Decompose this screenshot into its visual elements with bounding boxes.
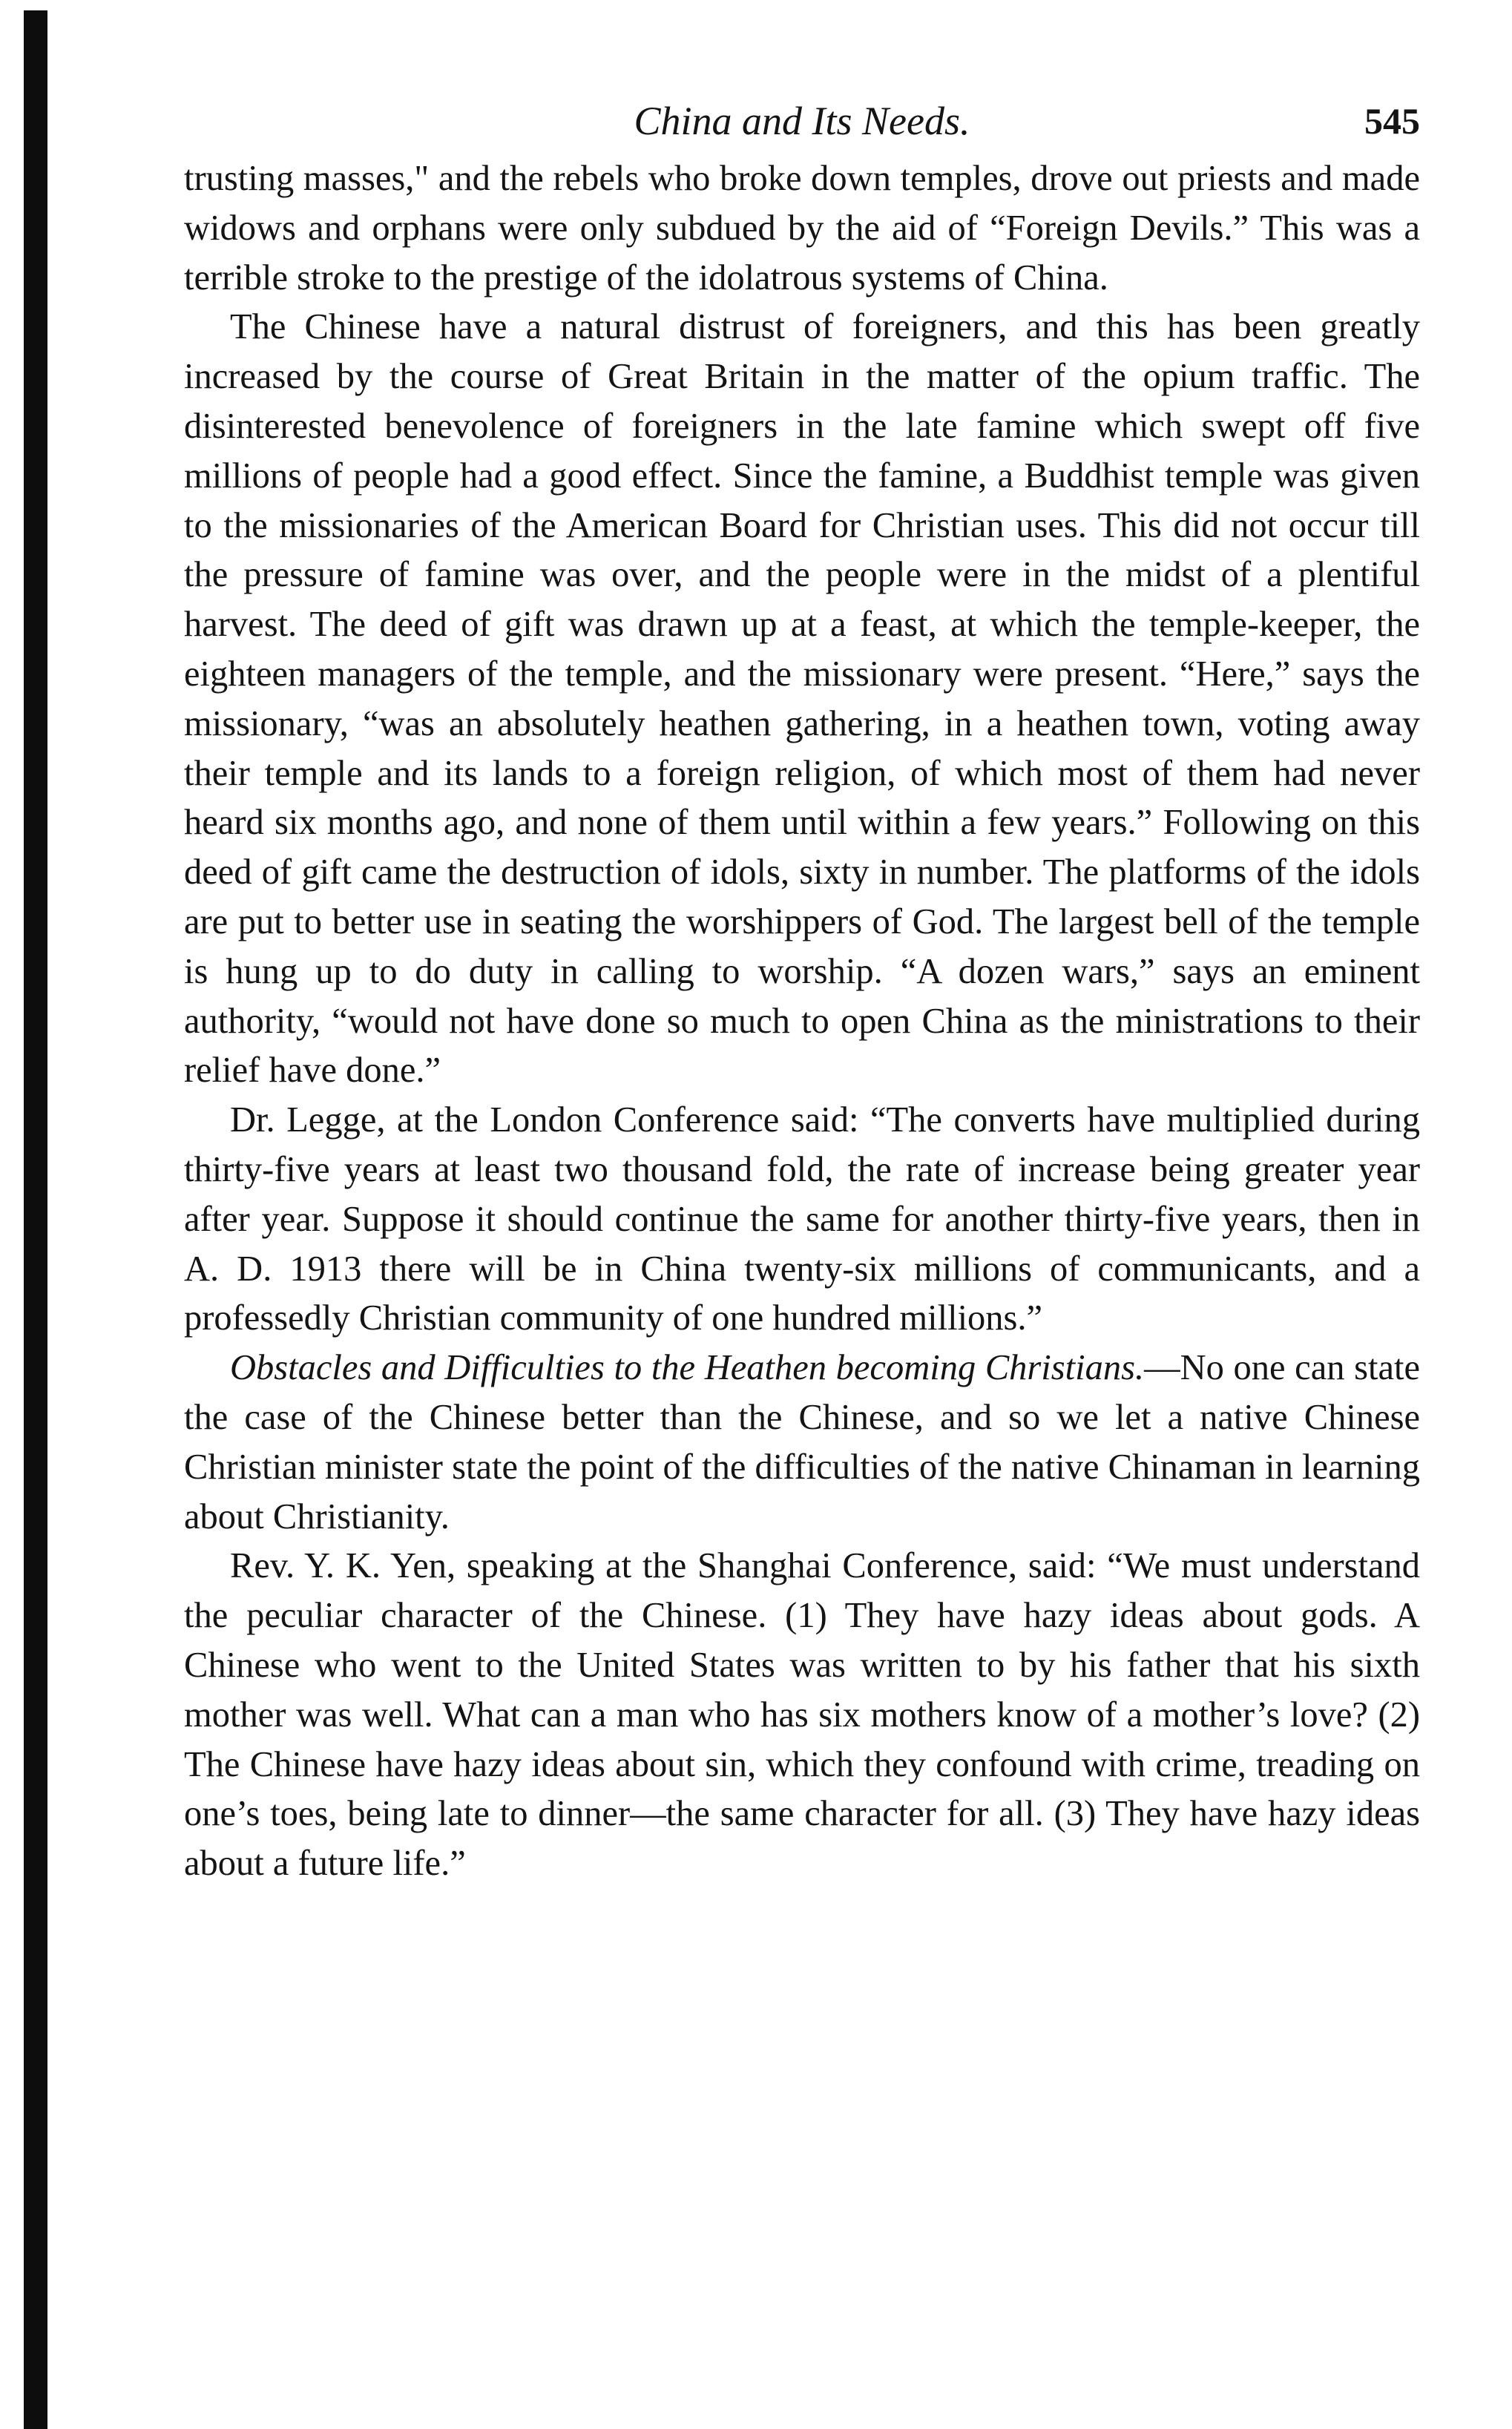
paragraph-rev-yen: Rev. Y. K. Yen, speaking at the Shanghai Conference, said: “We must understand the peculiar character of the Chinese. (1) They have hazy ideas about gods. A Chinese who went to the United States was written to by his father that his sixth mother was well. What can a man who has six mothers know of a mother’s love? (2) The Chinese have hazy ideas about sin, which they confound with crime, treading on one’s toes, being late to dinner—the same character for all. (3) They have hazy ideas about a future life.”: [184, 1546, 1420, 1884]
running-title: China and Its Needs.: [634, 99, 970, 143]
running-header: [184, 88, 1420, 154]
paragraph-continuation: trusting masses," and the rebels who broke down temples, drove out priests and made widows and orphans were only subdued by the aid of “Foreign Devils.” This was a terrible stroke to the prestige of the idolatrous systems of China.: [184, 159, 1420, 298]
paragraph-obstacles-text: —No one can state the case of the Chinese better than the Chinese, and so we let a native Chinese Christian minister state the point of the difficulties of the native Chinaman in learning about Christianity.: [184, 1348, 1420, 1536]
paragraph-dr-legge: Dr. Legge, at the London Conference said: “The converts have multiplied during thirty-five years at least two thousand fold, the rate of increase being greater year after year. Suppose it should continue the same for another thirty-five years, then in A. D. 1913 there will be in China twenty-six millions of communicants, and a professedly Christian community of one hundred millions.”: [184, 1100, 1420, 1338]
page-gutter-bar: [24, 10, 47, 2429]
page-number: 545: [1364, 100, 1420, 142]
book-page: [184, 88, 1420, 1889]
body-text: [184, 154, 1420, 1889]
paragraph-distrust-of-foreigners: The Chinese have a natural distrust of foreigners, and this has been greatly increased by the course of Great Britain in the matter of the opium traffic. The disinterested benevolence of foreigners in the late famine which swept off five millions of people had a good effect. Since the famine, a Buddhist temple was given to the missionaries of the American Board for Christian uses. This did not occur till the pressure of famine was over, and the people were in the midst of a plentiful harvest. The deed of gift was drawn up at a feast, at which the temple-keeper, the eighteen managers of the temple, and the missionary were present. “Here,” says the missionary, “was an absolutely heathen gathering, in a heathen town, voting away their temple and its lands to a foreign religion, of which most of them had never heard six months ago, and none of them until within a few years.” Following on this deed of gift came the destruction of idols, sixty in number. The platforms of the idols are put to better use in seating the worshippers of God. The largest bell of the temple is hung up to do duty in calling to worship. “A dozen wars,” says an eminent authority, “would not have done so much to open China as the ministrations to their relief have done.”: [184, 307, 1420, 1091]
paragraph-obstacles: [184, 1344, 1420, 1542]
section-heading-obstacles: Obstacles and Difficulties to the Heathen becoming Christians.: [230, 1348, 1145, 1388]
